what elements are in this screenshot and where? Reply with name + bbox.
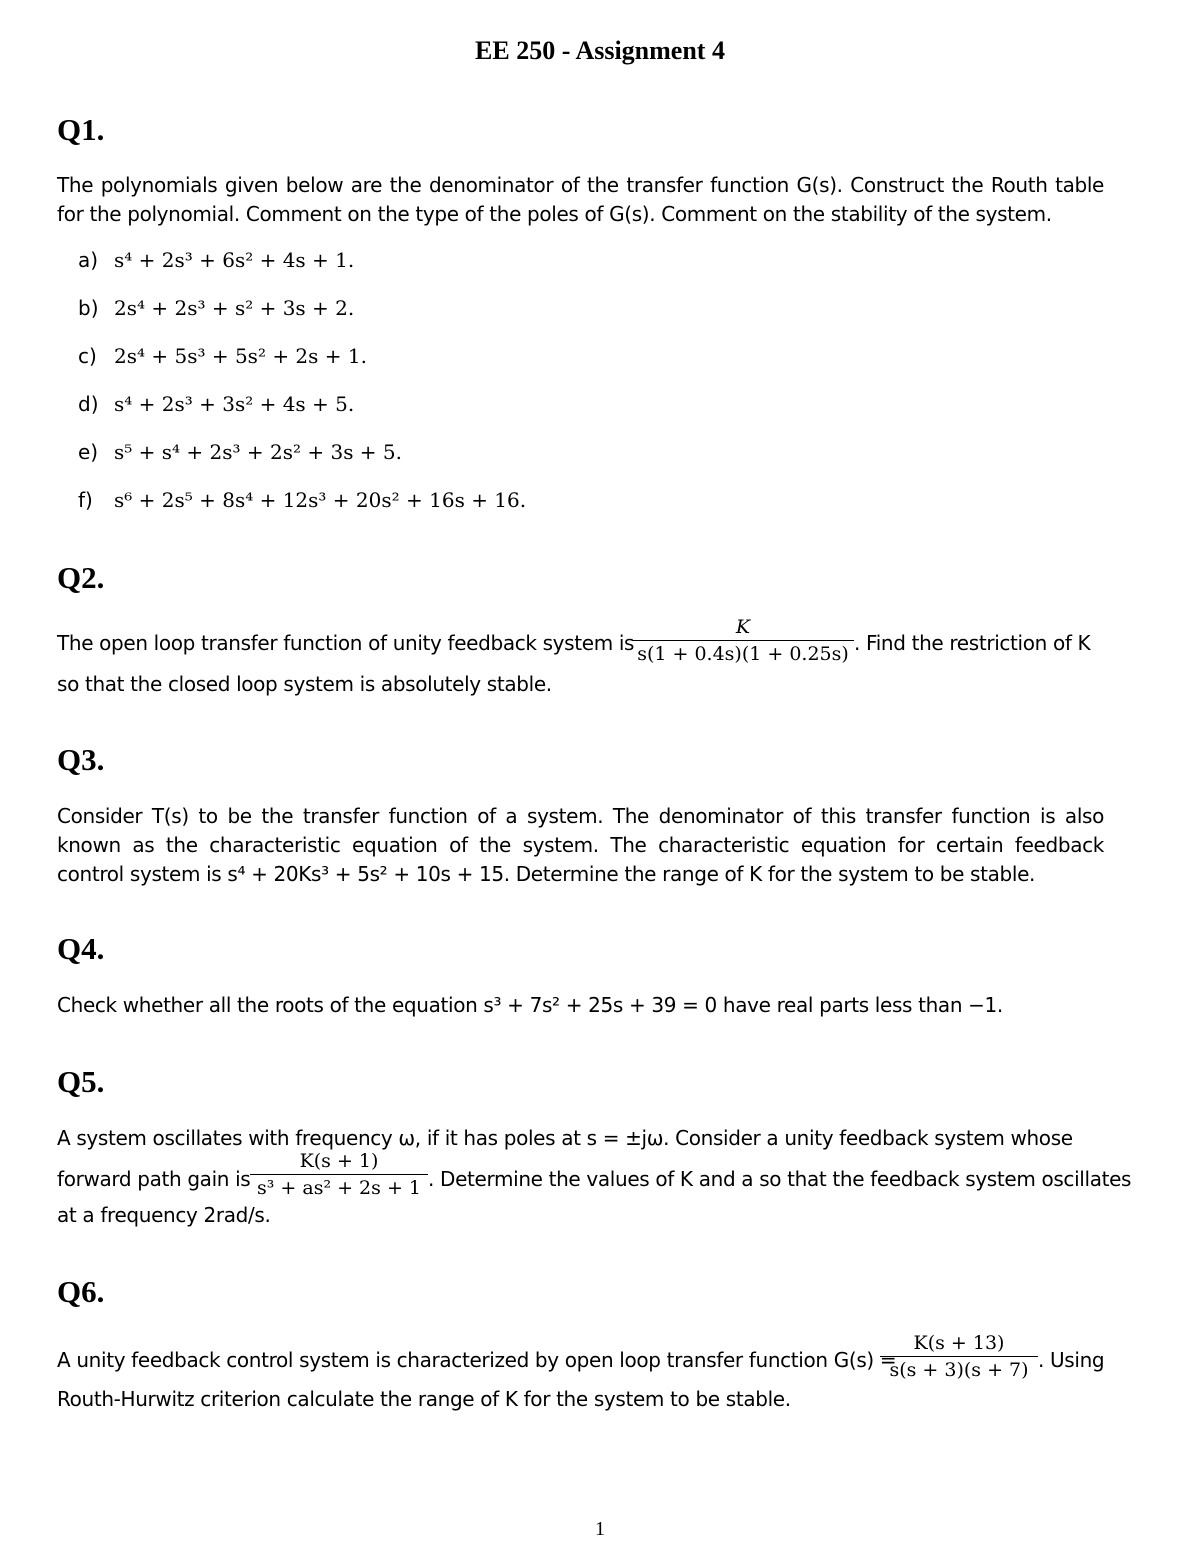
q5-text-after: . Determine the values of K and a so that the feedback system oscillates (428, 1167, 1132, 1191)
item-expression: s⁴ + 2s³ + 6s² + 4s + 1. (114, 248, 355, 272)
list-item (78, 248, 354, 272)
fraction-denominator: s(1 + 0.4s)(1 + 0.25s) (637, 643, 849, 665)
q6-transfer-fraction (880, 1332, 1038, 1381)
q1-text: The polynomials given below are the denominator of the transfer function G(s). Construct the Routh table for the polynomial. Comment on the type of the poles of G(s). Comment on the stability of the system. (57, 173, 1104, 226)
q6-text-after: . Using (1038, 1348, 1105, 1372)
item-expression: 2s⁴ + 2s³ + s² + 3s + 2. (114, 296, 355, 320)
list-item (78, 296, 354, 320)
fraction-denominator: s(s + 3)(s + 7) (889, 1359, 1029, 1381)
item-expression: s⁵ + s⁴ + 2s³ + 2s² + 3s + 5. (114, 440, 403, 464)
item-label: b) (78, 296, 99, 320)
item-label: f) (78, 488, 93, 512)
q2-heading: Q2. (57, 560, 105, 595)
page-title: EE 250 - Assignment 4 (475, 36, 725, 65)
q3-text: Consider T(s) to be the transfer function of a system. The denominator of this transfer function is also known as the characteristic equation of the system. The characteristic equation for certain feedback control system is s⁴ + 20Ks³ + 5s² + 10s + 15. Determine the range of K for the system to be stable. (57, 804, 1104, 886)
item-expression: 2s⁴ + 5s³ + 5s² + 2s + 1. (114, 344, 367, 368)
q3-heading: Q3. (57, 742, 105, 777)
item-label: e) (78, 440, 99, 464)
q4-heading: Q4. (57, 931, 105, 966)
fraction-numerator: K (735, 616, 751, 638)
list-item (78, 344, 367, 368)
q6-text-before: A unity feedback control system is characterized by open loop transfer function G(s) = (57, 1348, 897, 1372)
q2-text-line2: so that the closed loop system is absolutely stable. (57, 672, 552, 696)
fraction-numerator: K(s + 13) (913, 1332, 1005, 1354)
q6-text-line2: Routh-Hurwitz criterion calculate the range of K for the system to be stable. (57, 1387, 791, 1411)
q4-text: Check whether all the roots of the equation s³ + 7s² + 25s + 39 = 0 have real parts less than −1. (57, 993, 1003, 1017)
item-expression: s⁶ + 2s⁵ + 8s⁴ + 12s³ + 20s² + 16s + 16. (114, 488, 527, 512)
page-number: 1 (595, 1518, 605, 1540)
q5-line3: at a frequency 2rad/s. (57, 1203, 271, 1227)
q1-heading: Q1. (57, 112, 105, 147)
item-label: c) (78, 344, 97, 368)
item-label: a) (78, 248, 99, 272)
list-item (78, 488, 526, 512)
q2-transfer-fraction (632, 616, 854, 665)
fraction-denominator: s³ + as² + 2s + 1 (257, 1177, 421, 1199)
list-item (78, 392, 354, 416)
q6-heading: Q6. (57, 1274, 105, 1309)
fraction-numerator: K(s + 1) (299, 1150, 379, 1172)
q2-text-before: The open loop transfer function of unity feedback system is (57, 631, 635, 655)
q5-heading: Q5. (57, 1064, 105, 1099)
q2-text-after: . Find the restriction of K (854, 631, 1091, 655)
list-item (78, 440, 402, 464)
item-label: d) (78, 392, 99, 416)
q5-gain-fraction (250, 1150, 428, 1199)
item-expression: s⁴ + 2s³ + 3s² + 4s + 5. (114, 392, 355, 416)
q5-line1: A system oscillates with frequency ω, if it has poles at s = ±jω. Consider a unity feedback system whose (57, 1126, 1073, 1150)
q5-text-before: forward path gain is (57, 1167, 251, 1191)
